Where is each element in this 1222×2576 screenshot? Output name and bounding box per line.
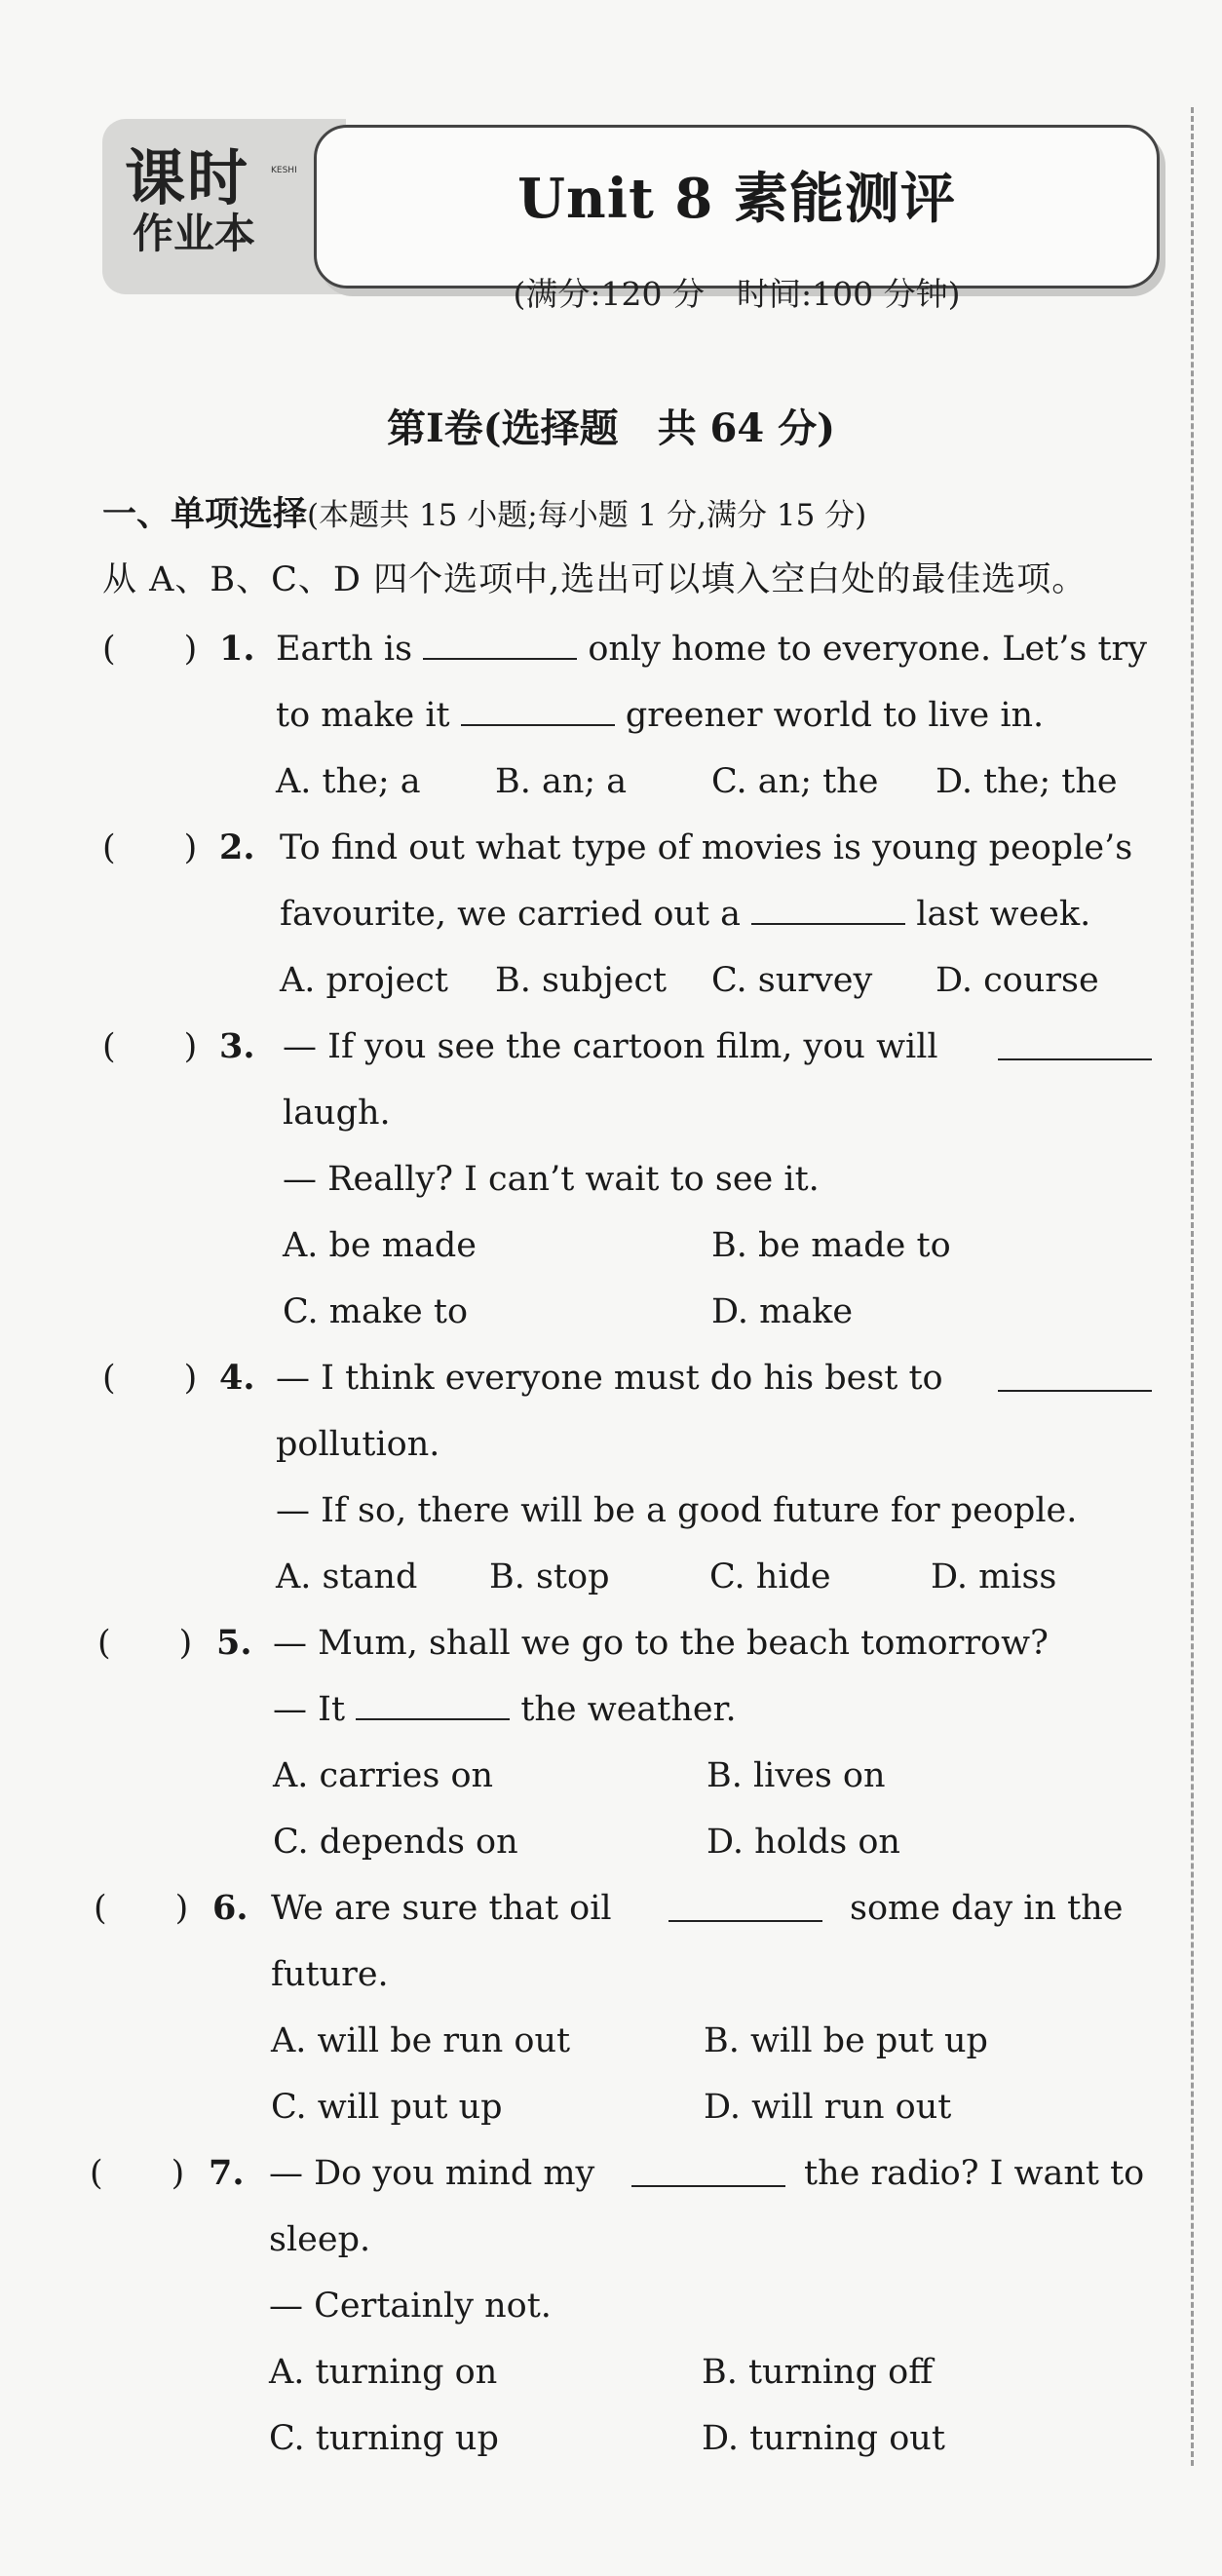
option-b: B. be made to: [711, 1226, 951, 1265]
question-stem: the radio? I want to: [804, 2154, 1145, 2193]
question-stem: — If so, there will be a good future for people.: [276, 1491, 1078, 1530]
section-title: 第Ⅰ卷(选择题 共 64 分): [386, 405, 836, 451]
option-b: B. stop: [489, 1557, 610, 1596]
question-stem: some day in the: [850, 1889, 1124, 1928]
option-a: A. project: [280, 961, 448, 1000]
question-number: 5.: [216, 1623, 252, 1663]
question-number: 3.: [219, 1026, 255, 1066]
option-c: C. make to: [283, 1292, 469, 1331]
question-stem: [276, 626, 1147, 673]
question-stem: — I think everyone must do his best to: [276, 1359, 943, 1398]
answer-paren[interactable]: ( ): [97, 1624, 193, 1663]
stem-part: the weather.: [520, 1690, 737, 1729]
question-number: 1.: [219, 629, 255, 669]
stem-part: to make it: [276, 696, 450, 735]
stem-part: greener world to live in.: [625, 696, 1045, 735]
question-number: 4.: [219, 1358, 255, 1398]
option-b: B. turning off: [702, 2353, 934, 2392]
stem-part: favourite, we carried out a: [280, 895, 741, 934]
answer-paren[interactable]: ( ): [94, 1889, 189, 1928]
answer-blank: [356, 1689, 510, 1720]
part-instruction: 从 A、B、C、D 四个选项中,选出可以填入空白处的最佳选项。: [102, 560, 1088, 599]
margin-rule: [1191, 107, 1194, 2466]
question-stem: [280, 891, 1090, 938]
option-a: A. the; a: [276, 762, 421, 801]
question-stem: laugh.: [283, 1094, 391, 1133]
answer-blank: [751, 894, 905, 925]
part-heading-label: 一、单项选择: [102, 495, 308, 534]
option-b: B. will be put up: [704, 2021, 988, 2060]
question-stem: [273, 1686, 737, 1733]
option-d: D. course: [936, 961, 1099, 1000]
logo-tiny-text: KESHI: [271, 166, 297, 175]
question-number: 7.: [209, 2153, 245, 2193]
stem-part: — It: [273, 1690, 346, 1729]
option-a: A. carries on: [273, 1756, 494, 1795]
question-stem: To find out what type of movies is young people’s: [280, 828, 1133, 867]
question-stem: [276, 692, 1044, 739]
question-number: 6.: [212, 1888, 248, 1928]
part-heading: [102, 487, 866, 536]
question-stem: — Really? I can’t wait to see it.: [283, 1160, 820, 1199]
option-a: A. be made: [283, 1226, 477, 1265]
answer-blank: [423, 629, 577, 660]
option-d: D. holds on: [706, 1823, 900, 1862]
option-d: D. the; the: [936, 762, 1118, 801]
answer-blank: [998, 1361, 1152, 1392]
option-d: D. will run out: [704, 2088, 952, 2127]
page-subtitle: (满分:120 分 时间:100 分钟): [513, 275, 961, 313]
option-c: C. hide: [709, 1557, 831, 1596]
logo: [125, 142, 256, 257]
answer-paren[interactable]: ( ): [102, 828, 198, 867]
question-stem: — Certainly not.: [269, 2287, 552, 2326]
logo-main-text: 课时: [125, 142, 250, 213]
answer-paren[interactable]: ( ): [90, 2154, 185, 2193]
stem-part: only home to everyone. Let’s try: [588, 630, 1148, 669]
question-stem: — Mum, shall we go to the beach tomorrow?: [273, 1624, 1049, 1663]
answer-blank: [631, 2156, 785, 2187]
option-a: A. stand: [276, 1557, 418, 1596]
question-stem: sleep.: [269, 2220, 371, 2259]
question-number: 2.: [219, 827, 255, 867]
answer-blank: [998, 1029, 1152, 1060]
logo-sub-text: 作业本: [133, 210, 256, 257]
option-b: B. lives on: [706, 1756, 886, 1795]
question-stem: pollution.: [276, 1425, 440, 1464]
answer-blank: [668, 1891, 822, 1922]
option-a: A. turning on: [269, 2353, 498, 2392]
option-c: C. turning up: [269, 2419, 499, 2458]
part-heading-note: (本题共 15 小题;每小题 1 分,满分 15 分): [307, 498, 867, 533]
option-c: C. an; the: [711, 762, 879, 801]
option-a: A. will be run out: [271, 2021, 571, 2060]
page-title: Unit 8 素能测评: [517, 167, 956, 231]
option-c: C. depends on: [273, 1823, 518, 1862]
option-d: D. miss: [931, 1557, 1057, 1596]
stem-part: Earth is: [276, 630, 413, 669]
question-stem: — If you see the cartoon film, you will: [283, 1027, 938, 1066]
option-c: C. will put up: [271, 2088, 503, 2127]
option-d: D. turning out: [702, 2419, 945, 2458]
answer-paren[interactable]: ( ): [102, 1359, 198, 1398]
option-c: C. survey: [711, 961, 873, 1000]
question-stem: future.: [271, 1955, 389, 1994]
answer-blank: [461, 695, 615, 726]
option-b: B. an; a: [495, 762, 628, 801]
answer-paren[interactable]: ( ): [102, 630, 198, 669]
answer-paren[interactable]: ( ): [102, 1027, 198, 1066]
option-b: B. subject: [495, 961, 668, 1000]
question-stem: — Do you mind my: [269, 2154, 595, 2193]
stem-part: last week.: [916, 895, 1091, 934]
question-stem: We are sure that oil: [271, 1889, 612, 1928]
option-d: D. make: [711, 1292, 854, 1331]
